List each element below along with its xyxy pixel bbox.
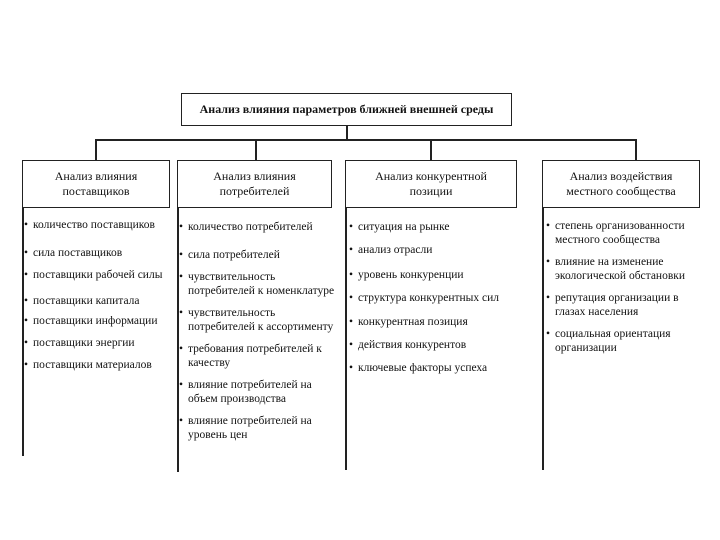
list-item: • репутация организации в глазах населения <box>546 291 708 319</box>
column-header-label: Анализ влияния поставщиков <box>54 169 138 198</box>
column-header-label: Анализ влияния потребителей <box>213 169 296 198</box>
column-list-competition <box>349 220 515 381</box>
column-rule-community <box>542 208 544 470</box>
column-header-community <box>542 160 700 208</box>
list-item: • количество поставщиков <box>24 218 170 232</box>
connector-horizontal <box>95 139 635 141</box>
column-list-consumers <box>179 220 337 448</box>
connector-top-vertical <box>346 126 348 140</box>
column-header-label: Анализ воздействия местного сообщества <box>566 169 676 198</box>
list-item: • требования потребителей к качеству <box>179 342 337 370</box>
column-header-competition <box>345 160 517 208</box>
list-item: • анализ отрасли <box>349 243 515 257</box>
list-item: • степень организованности местного сообщества <box>546 219 708 247</box>
list-item: • конкурентная позиция <box>349 315 515 329</box>
list-item: • сила поставщиков <box>24 246 170 260</box>
list-item: • поставщики капитала <box>24 294 170 308</box>
list-item: • поставщики рабочей силы <box>24 268 170 282</box>
connector-col4 <box>635 139 637 160</box>
connector-col1 <box>95 139 97 160</box>
list-item: • чувствительность потребителей к ассортименту <box>179 306 337 334</box>
list-item: • влияние потребителей на объем производства <box>179 378 337 406</box>
column-header-consumers <box>177 160 332 208</box>
connector-col3 <box>430 139 432 160</box>
list-item: • поставщики материалов <box>24 358 170 372</box>
column-header-suppliers <box>22 160 170 208</box>
top-box <box>181 93 512 126</box>
column-rule-competition <box>345 208 347 470</box>
list-item: • количество потребителей <box>179 220 337 234</box>
list-item: • сила потребителей <box>179 248 337 262</box>
column-list-suppliers <box>24 218 170 378</box>
list-item: • влияние потребителей на уровень цен <box>179 414 337 442</box>
list-item: • действия конкурентов <box>349 338 515 352</box>
column-list-community <box>546 219 708 361</box>
connector-col2 <box>255 139 257 160</box>
list-item: • ключевые факторы успеха <box>349 361 515 375</box>
list-item: • поставщики информации <box>24 314 170 328</box>
top-box-title: Анализ влияния параметров ближней внешней среды <box>199 102 494 116</box>
column-header-label: Анализ конкурентной позиции <box>375 169 487 198</box>
list-item: • чувствительность потребителей к номенклатуре <box>179 270 337 298</box>
list-item: • структура конкурентных сил <box>349 291 515 305</box>
list-item: • влияние на изменение экологической обстановки <box>546 255 708 283</box>
list-item: • социальная ориентация организации <box>546 327 708 355</box>
list-item: • поставщики энергии <box>24 336 170 350</box>
list-item: • ситуация на рынке <box>349 220 515 234</box>
list-item: • уровень конкуренции <box>349 268 515 282</box>
